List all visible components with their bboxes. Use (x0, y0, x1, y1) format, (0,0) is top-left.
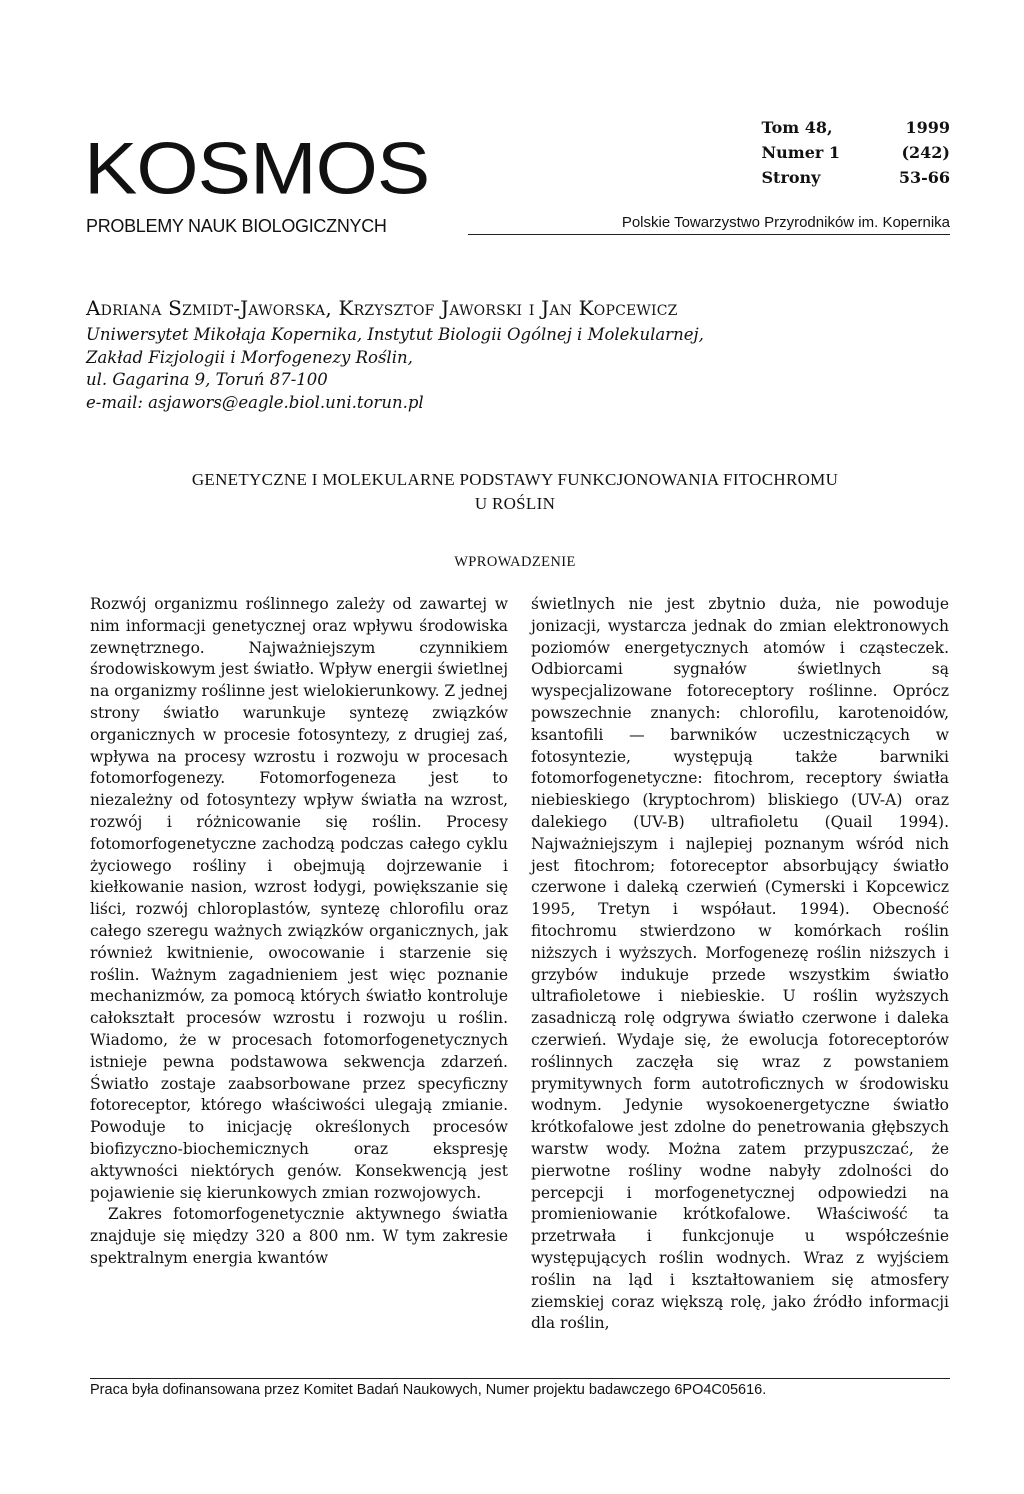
issue-row-number (762, 143, 951, 168)
journal-title: KOSMOS (84, 127, 430, 210)
masthead (86, 118, 950, 238)
paper-title-line: U ROŚLIN (474, 494, 556, 513)
affiliation-line: ul. Gagarina 9, Toruń 87-100 (86, 370, 328, 389)
issue-value: (242) (901, 143, 950, 162)
authors: Adriana Szmidt-Jaworska, Krzysztof Jaworski i Jan Kopcewicz (86, 296, 678, 320)
left-column (90, 594, 508, 1270)
paragraph: Zakres fotomorfogenetycznie aktywnego światła znajduje się między 320 a 800 nm. W tym zakresie spektralnym energia kwantów (90, 1205, 508, 1267)
paragraph: Rozwój organizmu roślinnego zależy od zawartej w nim informacji genetycznej oraz wpływu środowiska zewnętrznego. Najważniejszym czynnikiem środowiskowym jest światło. Wpływ energii świetlnej na organizmy roślinne jest wielokierunkowy. Z jednej strony światło warunkuje syntezę związków organicznych w procesie fotosyntezy, z drugiej zaś, wpływa na procesy wzrostu i rozwoju w procesach fotomorfogenezy. Fotomorfogeneza jest to niezależny od fotosyntezy wpływ światła na wzrost, rozwój i różnicowanie się roślin. Procesy fotomorfogenetyczne zachodzą podczas całego cyklu życiowego rośliny i obejmują dojrzewanie i kiełkowanie nasion, wzrost łodygi, powiększanie się liści, rozwój chloroplastów, syntezę chlorofilu oraz całego szeregu ważnych związków organicznych, jak również kwitnienie, owocowanie i starzenie się roślin. Ważnym zagadnieniem jest więc poznanie mechanizmów, za pomocą których światło kontroluje całokształt procesów wzrostu i rozwoju u roślin. Wiadomo, że w procesach fotomorfogenetycznych istnieje pewna podstawowa sekwencja zdarzeń. Światło zostaje zaabsorbowane przez specyficzny fotoreceptor, którego właściwości ulegają zmianie. Powoduje to inicjację określonych procesów biofizyczno-biochemicznych oraz ekspresję aktywności niektórych genów. Konsekwencją jest pojawienie się kierunkowych zmian rozwojowych. (90, 595, 509, 1202)
footnote-rule (90, 1378, 950, 1379)
issue-value: 53-66 (898, 168, 950, 187)
issue-label: Tom 48, (761, 118, 833, 137)
journal-subtitle: PROBLEMY NAUK BIOLOGICZNYCH (86, 216, 387, 236)
issue-value: 1999 (905, 118, 950, 137)
society-name: Polskie Towarzystwo Przyrodników im. Kopernika (621, 214, 950, 231)
affiliation (86, 324, 946, 414)
right-column (531, 594, 949, 1335)
paper-title-line: GENETYCZNE I MOLEKULARNE PODSTAWY FUNKCJONOWANIA FITOCHROMU (191, 470, 839, 489)
masthead-rule (468, 234, 950, 235)
affiliation-line: Zakład Fizjologii i Morfogenezy Roślin, (86, 347, 413, 367)
issue-label: Numer 1 (761, 143, 840, 162)
issue-row-volume (762, 118, 951, 143)
email: e-mail: asjawors@eagle.biol.uni.torun.pl (86, 392, 424, 412)
footnote: Praca była dofinansowana przez Komitet Badań Naukowych, Numer projektu badawczego 6PO4C05616. (90, 1382, 767, 1398)
issue-info (762, 118, 951, 193)
affiliation-line: Uniwersytet Mikołaja Kopernika, Instytut Biologii Ogólnej i Molekularnej, (86, 325, 704, 344)
section-heading: WPROWADZENIE (454, 554, 576, 570)
issue-label: Strony (761, 168, 821, 187)
paper-title (90, 468, 940, 516)
paragraph: świetlnych nie jest zbytnio duża, nie powoduje jonizacji, wystarcza jednak do zmian elektronowych poziomów energetycznych atomów i cząsteczek. Odbiorcami sygnałów świetlnych są wyspecjalizowane fotoreceptory roślinne. Oprócz powszechnie znanych: chlorofilu, karotenoidów, ksantofili — barwników uczestniczących w fotosyntezie, występują także barwniki fotomorfogenetyczne: fitochrom, receptory światła niebieskiego (kryptochrom) bliskiego (UV-A) oraz dalekiego (UV-B) ultrafioletu (Quail 1994). Najważniejszym i najlepiej poznanym wśród nich jest fitochrom; fotoreceptor absorbujący światło czerwone i daleką czerwień (Cymerski i Kopcewicz 1995, Tretyn i współaut. 1994). Obecność fitochromu stwierdzono w komórkach roślin niższych i wyższych. Morfogenezę roślin niższych i grzybów indukuje przede wszystkim światło ultrafioletowe i niebieskie. U roślin wyższych zasadniczą rolę odgrywa światło czerwone i daleka czerwień. Wydaje się, że ewolucja fotoreceptorów roślinnych zaczęła się wraz z powstaniem prymitywnych form autotroficznych w środowisku wodnym. Jedynie wysokoenergetyczne światło krótkofalowe jest zdolne do penetrowania głębszych warstw wody. Można zatem przypuszczać, że pierwotne rośliny wodne nabyły zdolności do percepcji i morfogenetycznej odpowiedzi na promieniowanie krótkofalowe. Właściwość ta przetrwała i funkcjonuje u współcześnie występujących roślin wodnych. Wraz z wyjściem roślin na ląd i kształtowaniem się atmosfery ziemskiej coraz większą rolę, jako źródło informacji dla roślin, (531, 595, 949, 1333)
issue-row-pages (762, 168, 951, 193)
